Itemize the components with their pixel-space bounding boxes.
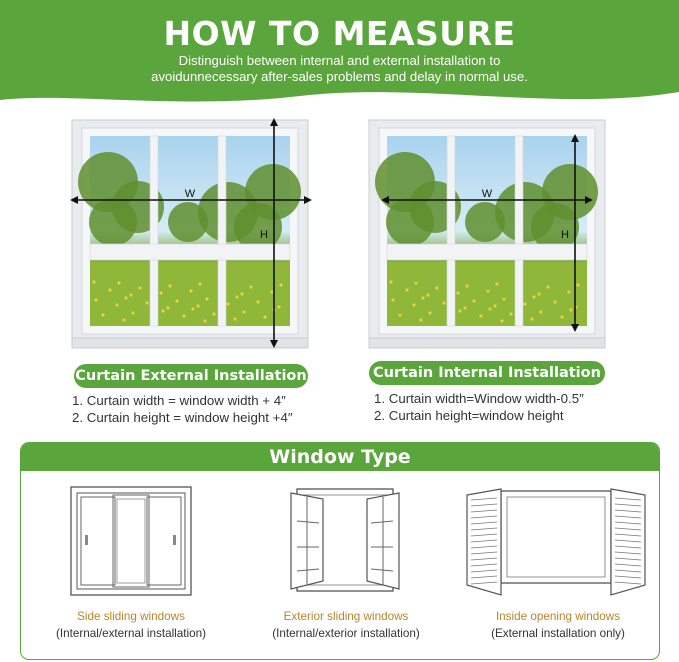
internal-formulas — [374, 391, 584, 424]
window-type-panel — [20, 442, 660, 660]
type-note: (Internal/external installation) — [55, 627, 207, 640]
internal-width-formula: 1. Curtain width=Window width-0.5″ — [374, 391, 584, 406]
internal-window-illustration — [365, 112, 609, 357]
type-name: Inside opening windows — [495, 610, 621, 623]
external-window-illustration — [68, 112, 312, 357]
side-sliding-window-icon — [69, 485, 193, 597]
type-note: (External installation only) — [491, 627, 625, 640]
type-note: (Internal/exterior installation) — [272, 627, 420, 640]
type-name: Exterior sliding windows — [283, 610, 409, 623]
exterior-sliding-window-icon — [283, 485, 407, 597]
subtitle-line-2: avoidunnecessary after-sales problems and delay in normal use. — [151, 69, 528, 84]
internal-height-formula: 2. Curtain height=window height — [374, 407, 564, 423]
height-label: H — [260, 229, 268, 241]
external-installation-pill: Curtain External Installation — [74, 364, 308, 388]
internal-installation-pill: Curtain Internal Installation — [369, 361, 605, 385]
width-label: W — [481, 188, 493, 200]
height-label: H — [561, 229, 569, 241]
type-item-inside-opening — [453, 608, 660, 642]
external-width-formula: 1. Curtain width = window width + 4″ — [72, 393, 286, 408]
header-banner — [0, 0, 679, 110]
type-item-exterior-sliding — [241, 608, 451, 642]
external-formulas — [72, 393, 293, 426]
window-photo — [365, 112, 609, 352]
window-type-heading: Window Type — [21, 443, 659, 471]
external-height-formula: 2. Curtain height = window height +4″ — [72, 409, 293, 425]
inside-opening-window-icon — [461, 485, 651, 597]
width-label: W — [184, 188, 196, 200]
type-item-side-sliding — [26, 608, 236, 642]
page-subtitle — [0, 53, 679, 85]
page-title: HOW TO MEASURE — [163, 14, 516, 53]
window-photo — [68, 112, 312, 352]
type-name: Side sliding windows — [77, 610, 185, 623]
subtitle-line-1: Distinguish between internal and external installation to — [178, 53, 501, 68]
